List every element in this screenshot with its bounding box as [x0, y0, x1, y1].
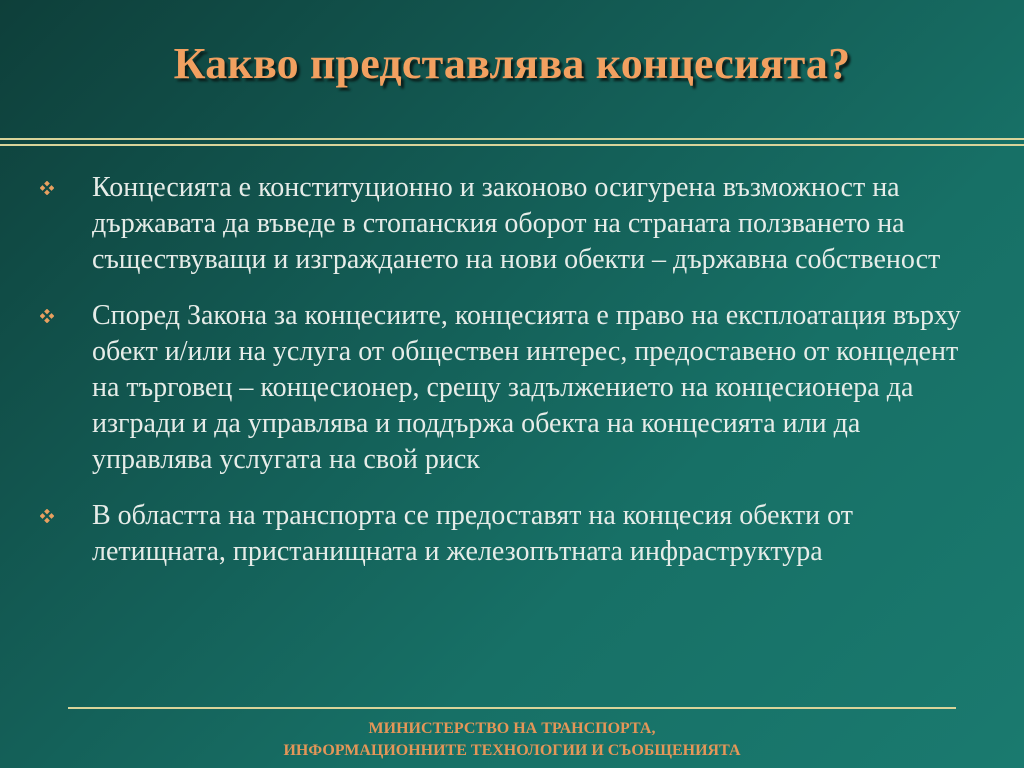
slide-title: Какво представлява концесията? — [173, 39, 851, 88]
bullet-item — [40, 170, 980, 278]
footer-line-1: МИНИСТЕРСТВО НА ТРАНСПОРТА, — [368, 720, 656, 737]
bullet-text: В областта на транспорта се предоставят на концесия обекти от летищната, пристанищната и железопътната инфраструктура — [92, 500, 853, 567]
title-divider-bottom — [0, 144, 1024, 146]
footer-divider — [68, 707, 956, 709]
bullet-item — [40, 498, 980, 570]
diamond-bullet-icon — [40, 509, 54, 523]
bullet-list — [40, 170, 980, 590]
diamond-bullet-icon — [40, 309, 54, 323]
footer — [0, 718, 1024, 762]
bullet-text: Според Закона за концесиите, концесията е право на експлоатация върху обект и/или на услуга от обществен интерес, предоставено от концедент на търговец – концесионер, срещу задължението на концесионера да изгради и да управлява и поддържа обекта на концесията или да управлява услугата на свой риск — [92, 300, 961, 475]
diamond-bullet-icon — [40, 181, 54, 195]
footer-line-2: ИНФОРМАЦИОННИТЕ ТЕХНОЛОГИИ И СЪОБЩЕНИЯТА — [283, 742, 741, 759]
bullet-text: Концесията е конституционно и законово осигурена възможност на държавата да въведе в стопанския оборот на страната ползването на съществуващи и изграждането на нови обекти – държавна собственост — [92, 172, 941, 275]
title-divider-top — [0, 138, 1024, 140]
bullet-item — [40, 298, 980, 478]
